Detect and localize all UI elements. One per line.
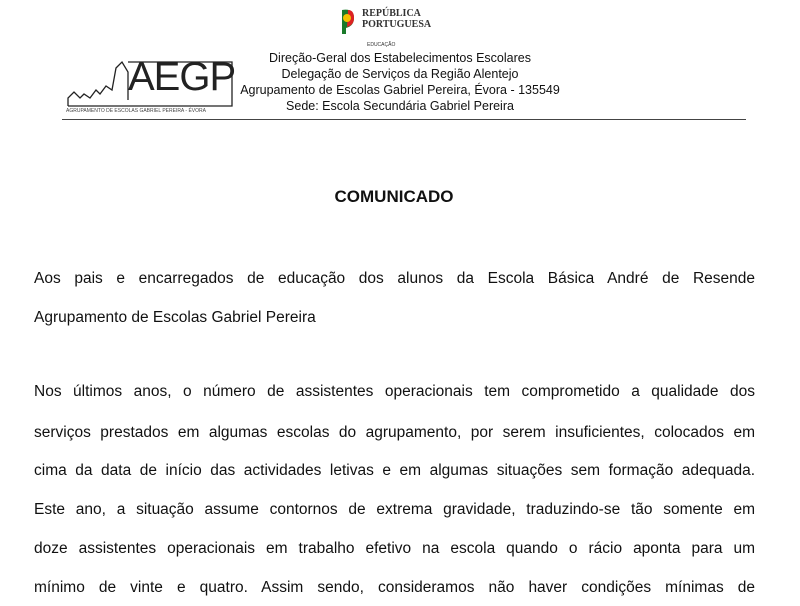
republica-portuguesa-logo (340, 8, 431, 34)
header-line: Delegação de Serviços da Região Alentejo (281, 67, 519, 81)
header-line: Direção-Geral dos Estabelecimentos Escolares (269, 51, 531, 65)
gov-logo-line: REPÚBLICA (362, 8, 421, 19)
paragraph-line: Agrupamento de Escolas Gabriel Pereira (34, 309, 316, 326)
aegp-logo-subtitle: AGRUPAMENTO DE ESCOLAS GABRIEL PEREIRA - ÉVORA (66, 108, 206, 114)
paragraph-line: Aos pais e encarregados de educação dos alunos da Escola Básica André de Resende (34, 270, 755, 287)
paragraph-line: cima da data de início das actividades letivas e em algumas situações sem formação adequada. (34, 462, 755, 479)
header-divider (62, 119, 746, 120)
gov-subtitle: EDUCAÇÃO (367, 42, 396, 48)
paragraph-line: Nos últimos anos, o número de assistentes operacionais tem comprometido a qualidade dos (34, 383, 755, 400)
header-line: Agrupamento de Escolas Gabriel Pereira, Évora - 135549 (240, 83, 560, 97)
paragraph-line: serviços prestados em algumas escolas do agrupamento, por serem insuficientes, colocados em (34, 424, 755, 441)
flag-emblem-icon (340, 8, 356, 34)
paragraph-line: mínimo de vinte e quatro. Assim sendo, consideramos não haver condições mínimas de (34, 579, 755, 596)
header-address (238, 50, 562, 114)
aegp-logo-text: AEGP (128, 55, 236, 99)
document-title: COMUNICADO (334, 187, 454, 206)
paragraph-line: Este ano, a situação assume contornos de extrema gravidade, traduzindo-se tão somente em (34, 501, 755, 518)
paragraph-line: doze assistentes operacionais em trabalho efetivo na escola quando o rácio aponta para um (34, 540, 755, 557)
header-line: Sede: Escola Secundária Gabriel Pereira (286, 99, 514, 113)
gov-logo-line: PORTUGUESA (362, 19, 432, 30)
